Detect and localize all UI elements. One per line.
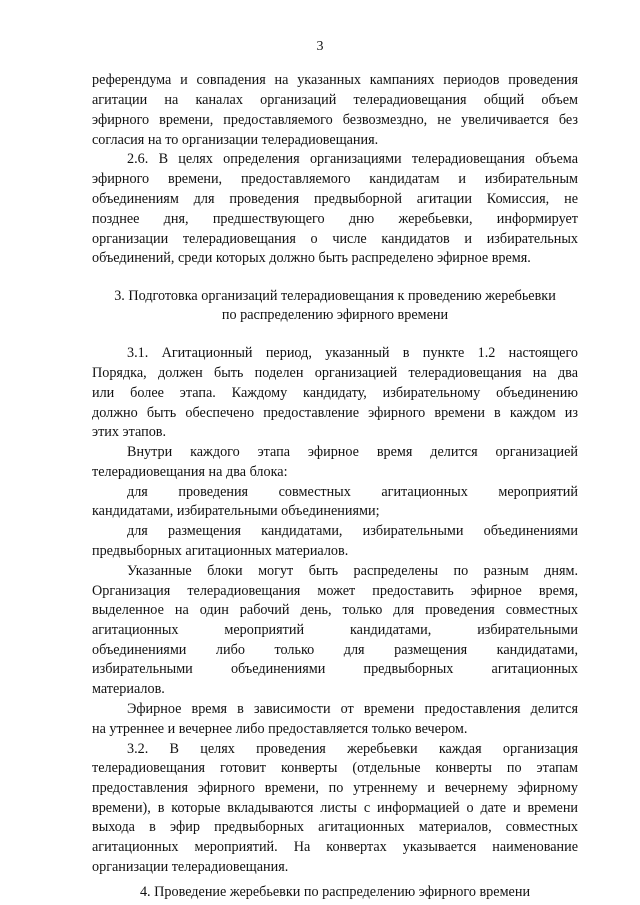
text-line: телерадиовещания готовит конверты (отдельные конверты по этапам (92, 760, 578, 776)
page-number: 3 (316, 39, 324, 54)
text-line: согласия на то организации телерадиовещания. (92, 132, 379, 148)
text-line: выделенное на один рабочий день, только для проведения совместных (92, 602, 578, 618)
text-line: этих этапов. (92, 424, 167, 440)
text-line: Порядка, должен быть поделен организацией телерадиовещания на два (92, 365, 578, 381)
text-line: Внутри каждого этапа эфирное время делится организацией (127, 444, 578, 460)
text-line: объединений, среди которых должно быть распределено эфирное время. (92, 250, 531, 266)
text-line: на утреннее и вечернее либо предоставляется только вечером. (92, 721, 468, 737)
text-line: избирательными объединениями предвыборных агитационных (92, 661, 578, 677)
text-line: Организация телерадиовещания может предоставить эфирное время, (92, 583, 578, 599)
text-line: для размещения кандидатами, избирательными объединениями (127, 523, 578, 539)
text-line: выхода в эфир предвыборных агитационных материалов, совместных (92, 819, 578, 835)
heading-line: 3. Подготовка организаций телерадиовещания к проведению жеребьевки (114, 288, 556, 304)
text-line: агитации на каналах организаций телерадиовещания общий объем (92, 92, 578, 108)
text-line: объединениям для проведения предвыборной агитации Комиссия, не (92, 191, 578, 207)
heading-line: по распределению эфирного времени (221, 307, 449, 323)
text-line: организации телерадиовещания. (92, 859, 289, 875)
text-line: 3.1. Агитационный период, указанный в пункте 1.2 настоящего (127, 345, 578, 361)
text-line: референдума и совпадения на указанных кампаниях периодов проведения (92, 72, 578, 88)
text-line: предвыборных агитационных материалов. (92, 543, 349, 559)
text-line: должно быть обеспечено предоставление эфирного времени в каждом из (92, 405, 578, 421)
text-line: материалов. (92, 681, 165, 697)
text-line: эфирного времени, предоставляемого кандидатам и избирательным (92, 171, 578, 187)
text-line: 2.6. В целях определения организациями телерадиовещания объема (127, 151, 578, 167)
text-line: 3.2. В целях проведения жеребьевки каждая организация (127, 741, 578, 757)
text-line: агитационных мероприятий. На конвертах указывается наименование (92, 839, 578, 855)
text-line: Эфирное время в зависимости от времени предоставления делится (127, 701, 578, 717)
text-line: для проведения совместных агитационных мероприятий (127, 484, 578, 500)
text-line: кандидатами, избирательными объединениями; (92, 503, 380, 519)
text-line: объединениями либо только для размещения кандидатами, (92, 642, 578, 658)
text-line: телерадиовещания на два блока: (92, 464, 288, 480)
text-line: времени), в которые вкладываются листы с информацией о дате и времени (92, 800, 578, 816)
text-line: эфирного времени, предоставляемого безвозмездно, не увеличивается без (92, 112, 578, 128)
text-line: или более этапа. Каждому кандидату, избирательному объединению (92, 385, 578, 401)
text-line: позднее дня, предшествующего дню жеребьевки, информирует (92, 211, 578, 227)
text-line: организации телерадиовещания о числе кандидатов и избирательных (92, 231, 578, 247)
text-line: агитационных мероприятий кандидатами, избирательными (92, 622, 578, 638)
text-line: предоставления эфирного времени, по утреннему и вечернему эфирному (92, 780, 578, 796)
text-line: Указанные блоки могут быть распределены по разным дням. (127, 563, 578, 579)
heading-line: 4. Проведение жеребьевки по распределению эфирного времени (139, 884, 531, 900)
